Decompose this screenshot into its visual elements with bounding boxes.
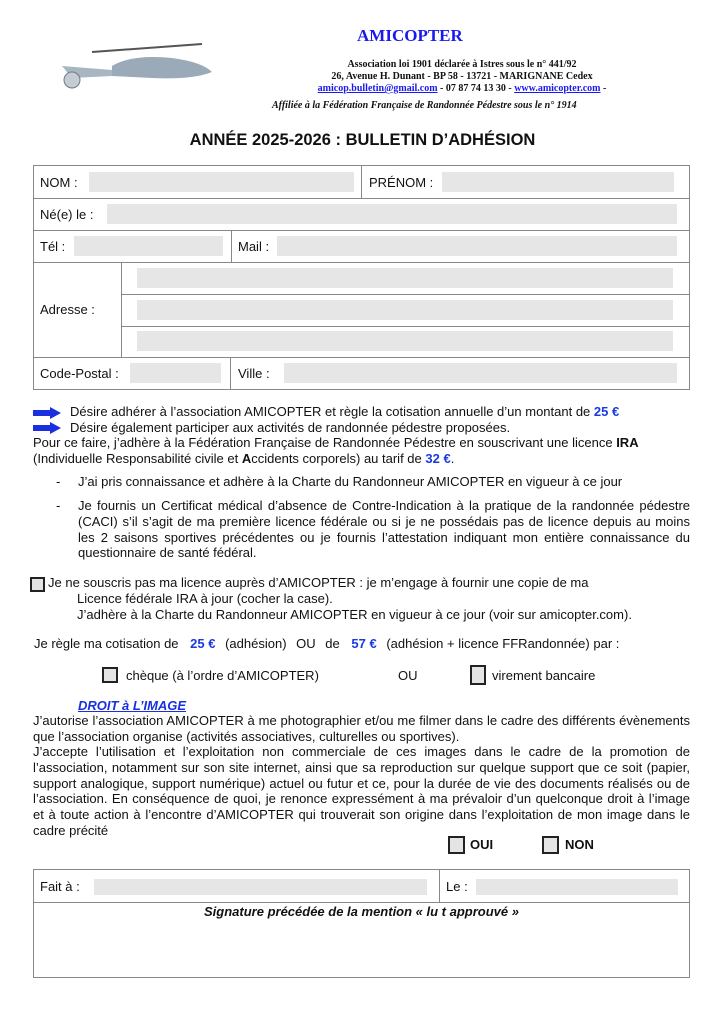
- no-licence-text: [48, 575, 688, 623]
- col-divider: [230, 357, 231, 389]
- arrow-right-icon: [33, 422, 61, 434]
- row-divider: [34, 198, 689, 199]
- no-licence-line-3: J’adhère à la Charte du Randonneur AMICOPTER en vigueur à ce jour (voir sur amicopter.com).: [77, 607, 632, 622]
- payment-or-2: OU: [398, 668, 418, 683]
- tel-label: Tél :: [40, 239, 66, 254]
- row-divider: [34, 357, 689, 358]
- row-divider: [121, 294, 689, 295]
- fait-input[interactable]: [94, 879, 427, 895]
- birthdate-input[interactable]: [107, 204, 677, 224]
- nom-input[interactable]: [89, 172, 354, 192]
- cheque-label: chèque (à l’ordre d’AMICOPTER): [126, 668, 319, 683]
- member-form: [33, 165, 690, 390]
- intro-line-4: (Individuelle Responsabilité civile et: [33, 450, 242, 466]
- separator: -: [600, 83, 607, 94]
- prenom-input[interactable]: [442, 172, 674, 192]
- row-divider: [121, 326, 689, 327]
- affiliation: Affiliée à la Fédération Française de Randonnée Pédestre sous le n° 1914: [272, 100, 577, 111]
- col-divider: [439, 870, 440, 902]
- mail-label: Mail :: [238, 239, 270, 254]
- date-input[interactable]: [476, 879, 678, 895]
- payment-text: Je règle ma cotisation de: [34, 636, 179, 651]
- helicopter-logo: [52, 36, 232, 96]
- image-rights-p1: J’autorise l’association AMICOPTER à me photographier et/ou me filmer dans le cadre des différents évènements que l’association organise (activités associatives, culturelles ou sportives).: [33, 713, 690, 744]
- payment-de: de: [325, 636, 340, 651]
- payment-or: OU: [296, 636, 316, 651]
- adresse-label: Adresse :: [40, 302, 95, 317]
- brand-name: AMICOPTER: [357, 26, 463, 45]
- tel-input[interactable]: [74, 236, 223, 256]
- le-label: Le :: [446, 879, 468, 894]
- amount-25: 25 €: [190, 636, 216, 651]
- row-divider: [34, 230, 689, 231]
- nom-label: NOM :: [40, 175, 78, 190]
- ville-input[interactable]: [284, 363, 677, 383]
- row-divider: [34, 262, 689, 263]
- header-contact: [262, 83, 662, 94]
- intro-line-1: Désire adhérer à l’association AMICOPTER et règle la cotisation annuelle d’un montant de: [70, 404, 594, 419]
- signature-area[interactable]: [34, 922, 689, 976]
- mail-input[interactable]: [277, 236, 677, 256]
- header-line-2: 26, Avenue H. Dunant - BP 58 - 13721 - MARIGNANE Cedex: [331, 71, 593, 82]
- accidents-initial: A: [241, 450, 252, 466]
- col-divider: [231, 230, 232, 262]
- page-title: ANNÉE 2025-2026 : BULLETIN D’ADHÉSION: [189, 131, 536, 149]
- image-rights-heading: DROIT à L’IMAGE: [78, 698, 187, 713]
- amount-licence: 32 €: [425, 450, 451, 466]
- virement-checkbox[interactable]: [470, 665, 486, 685]
- fait-label: Fait à :: [40, 879, 80, 894]
- bullet-dash: -: [56, 498, 61, 513]
- payment-licence: (adhésion + licence FFRandonnée) par :: [386, 636, 620, 651]
- payment-adhesion: (adhésion): [225, 636, 287, 651]
- non-checkbox[interactable]: [542, 836, 559, 854]
- no-licence-checkbox[interactable]: [30, 577, 45, 592]
- prenom-label: PRÉNOM :: [369, 175, 434, 190]
- no-licence-line-2: Licence fédérale IRA à jour (cocher la case).: [77, 591, 333, 606]
- bullet-certificat: Je fournis un Certificat médical d’absence de Contre-Indication à la pratique de la randonnée pédestre (CACI) s’il s’agit de ma première licence fédérale ou si je ne possédais pas de licence depuis au moins les 2 saisons sportives précédentes ou je fournis l’attestation indiquant mon entière connaissance du questionnaire de santé fédéral.: [78, 498, 690, 561]
- arrow-right-icon: [33, 407, 61, 419]
- signature-mention: Signature précédée de la mention « lu t approuvé »: [204, 904, 519, 919]
- payment-line: [34, 636, 694, 651]
- bullet-dash: -: [56, 474, 61, 489]
- ira-label: IRA: [616, 435, 639, 450]
- col-divider: [121, 262, 122, 357]
- intro-line-2: Désire également participer aux activités de randonnée pédestre proposées.: [70, 419, 511, 435]
- cp-input[interactable]: [130, 363, 221, 383]
- image-rights-p2: J’accepte l’utilisation et l’exploitation non commerciale de ces images dans le cadre de la promotion de l’association, notamment sur son site internet, ainsi que sa reproduction sur quelque support que ce soit (papier, support analogique, support numérique) actuel ou futur et ce, pour la durée de vie des documents réalisés ou de l’association. En conséquence de quoi, je renonce expressément à ma prévaloir d’un quelconque droit à l’image et à toute action à l’encontre d’AMICOPTER qui trouverait son origine dans l’exploitation de mon image dans le cadre précité: [33, 744, 690, 838]
- header-line-1: Association loi 1901 déclarée à Istres sous le n° 441/92: [347, 59, 577, 70]
- birthdate-label: Né(e) le :: [40, 207, 94, 222]
- phone: - 07 87 74 13 30 -: [437, 83, 515, 94]
- virement-label: virement bancaire: [492, 668, 596, 683]
- adresse-input-3[interactable]: [137, 331, 673, 351]
- non-label: NON: [565, 837, 594, 852]
- oui-checkbox[interactable]: [448, 836, 465, 854]
- email-link[interactable]: amicop.bulletin@gmail.com: [317, 83, 438, 94]
- bullet-charte: J’ai pris connaissance et adhère à la Charte du Randonneur AMICOPTER en vigueur à ce jour: [78, 474, 623, 489]
- no-licence-line-1: Je ne souscris pas ma licence auprès d’AMICOPTER : je m’engage à fournir une copie de ma: [48, 575, 589, 590]
- col-divider: [361, 166, 362, 198]
- signature-box: [33, 869, 690, 978]
- intro-line-3: Pour ce faire, j’adhère à la Fédération Française de Randonnée Pédestre en souscrivant une licence: [33, 435, 617, 450]
- row-divider: [34, 902, 689, 903]
- cp-label: Code-Postal :: [40, 366, 119, 381]
- intro-section: [33, 404, 693, 466]
- cheque-checkbox[interactable]: [102, 667, 118, 683]
- amount-57: 57 €: [351, 636, 377, 651]
- website-link[interactable]: www.amicopter.com: [514, 83, 601, 94]
- period: .: [450, 450, 455, 466]
- ville-label: Ville :: [238, 366, 270, 381]
- adresse-input-1[interactable]: [137, 268, 673, 288]
- intro-line-4b: ccidents corporels) au tarif de: [251, 450, 426, 466]
- oui-label: OUI: [470, 837, 494, 852]
- adresse-input-2[interactable]: [137, 300, 673, 320]
- amount-adhesion: 25 €: [593, 404, 620, 419]
